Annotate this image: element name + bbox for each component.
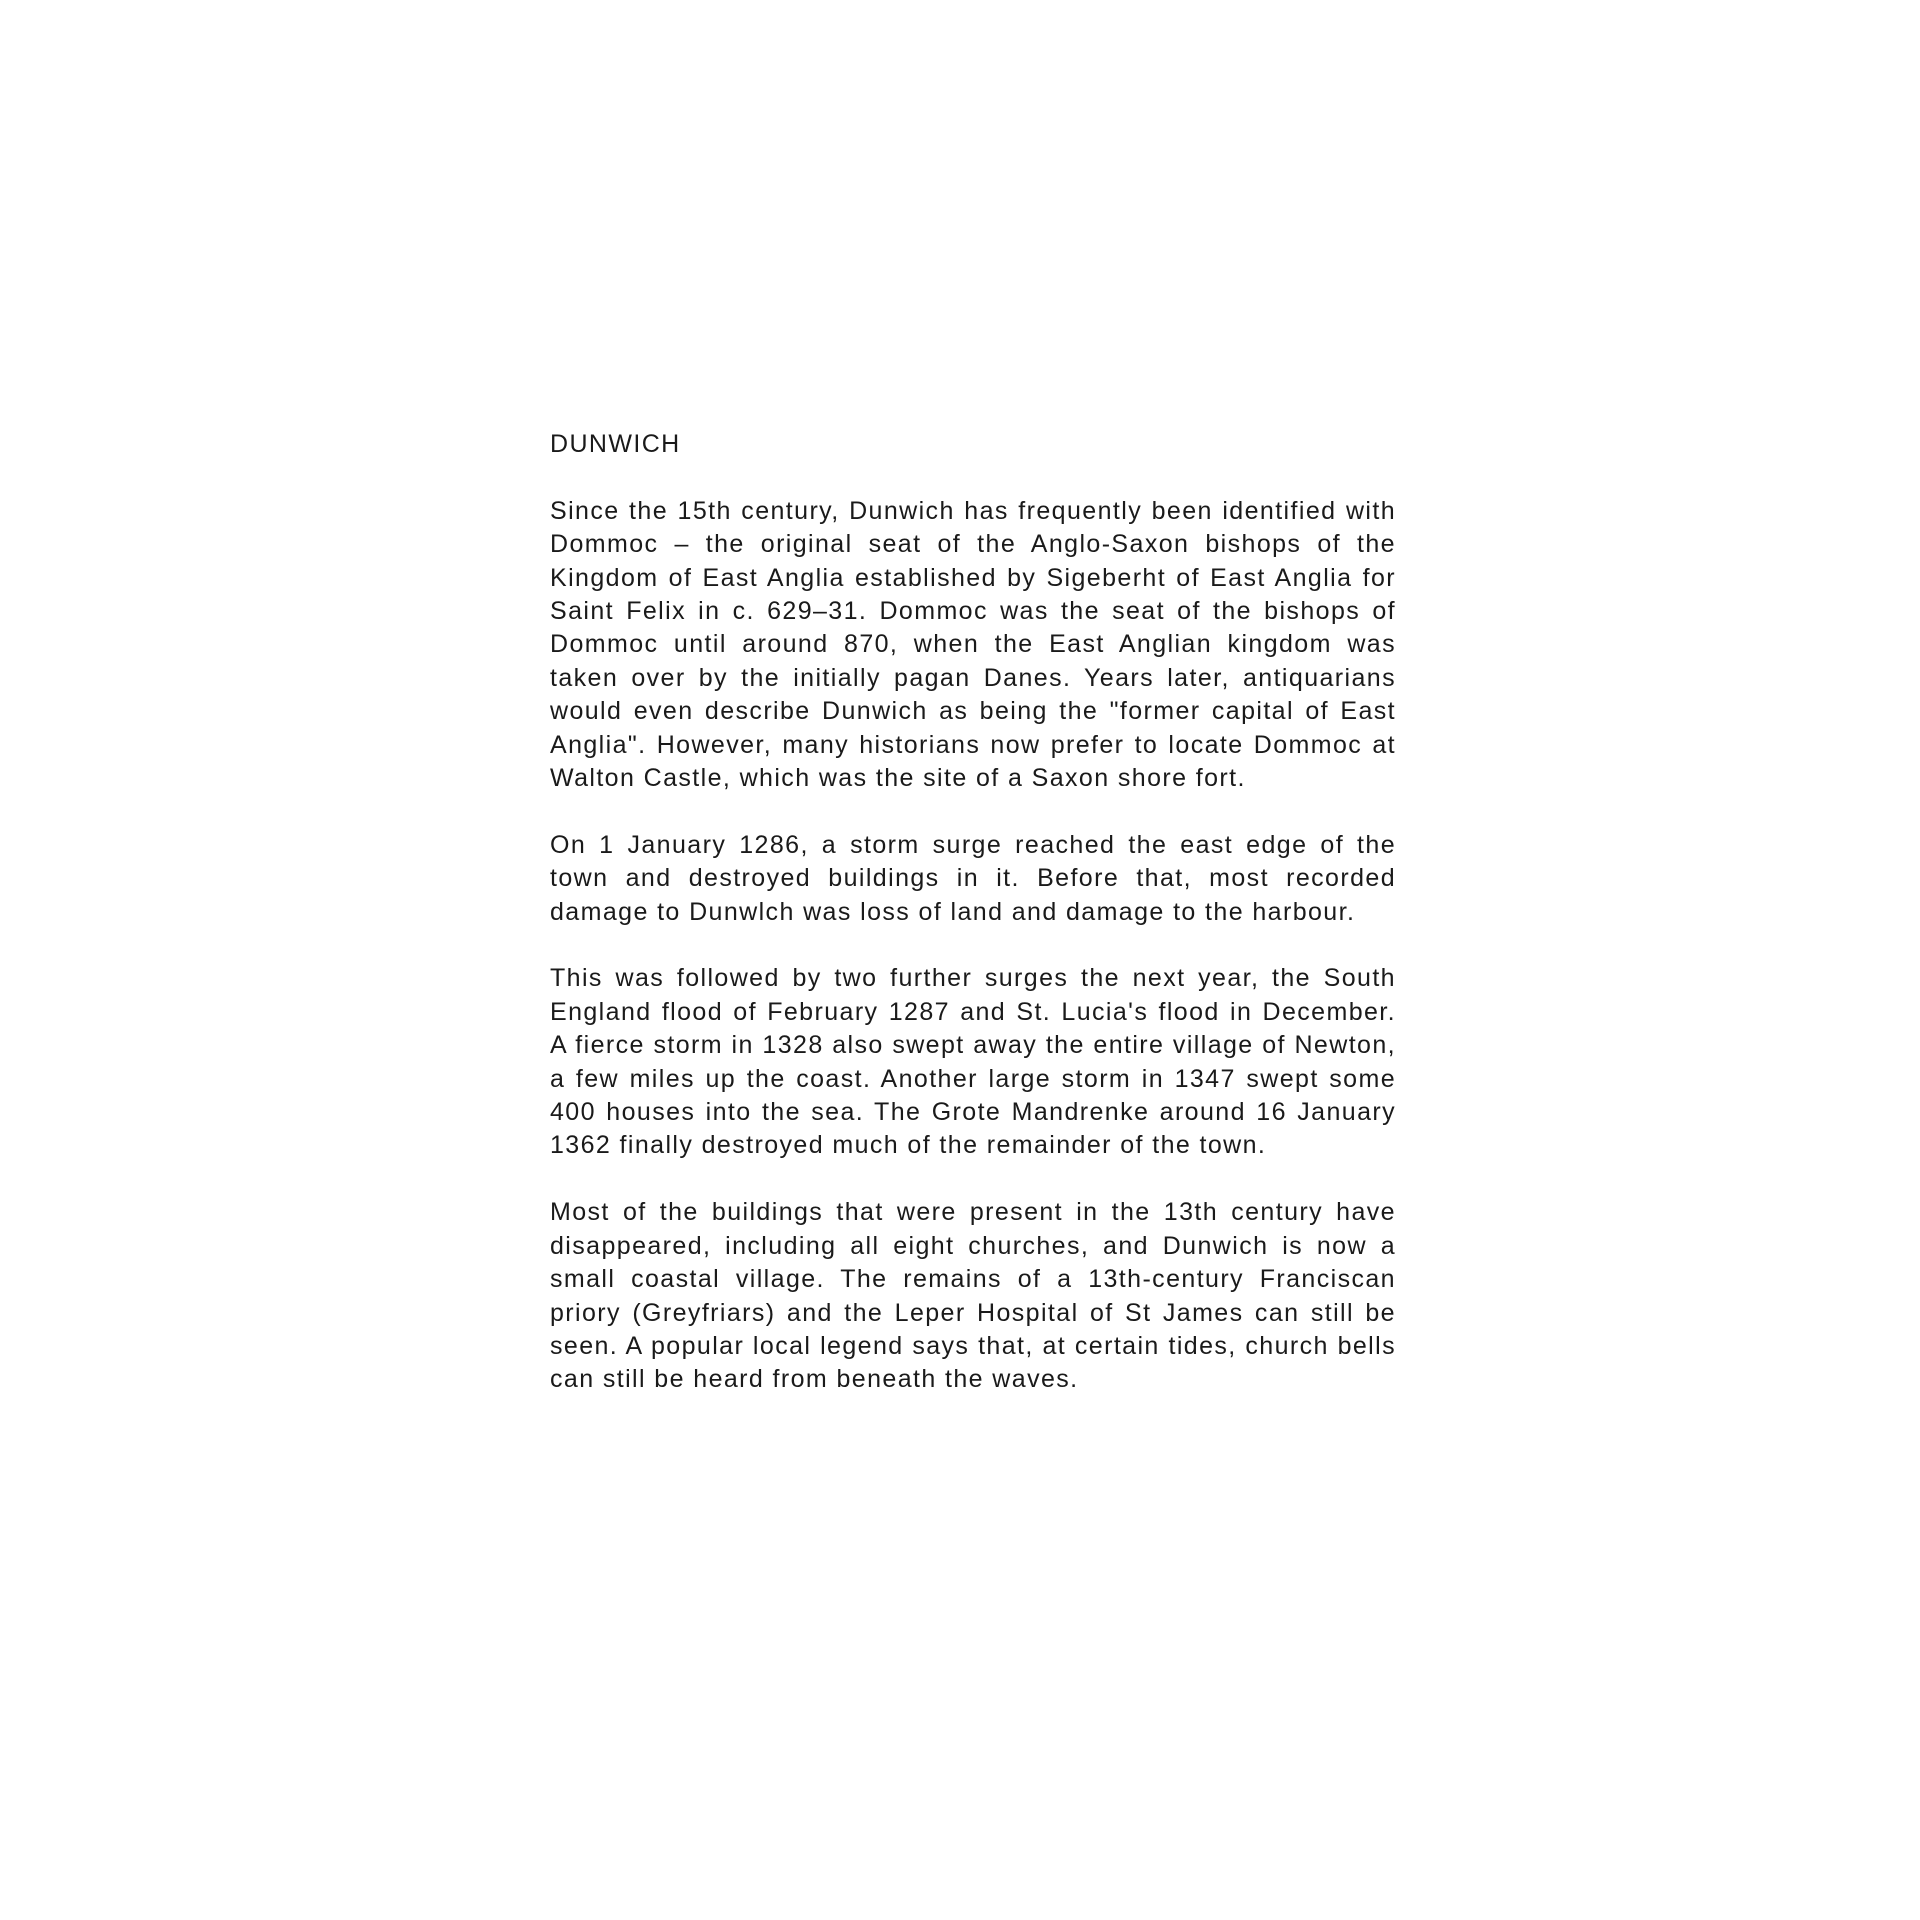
paragraph-origins: Since the 15th century, Dunwich has frequently been identified with Dommoc – the original seat of the Anglo-Saxon bishops of the Kingdom of East Anglia established by Sigeberht of East Anglia for Saint Felix in c. 629–31. Dommoc was the seat of the bishops of Dommoc until around 870, when the East Anglian kingdom was taken over by the initially pagan Danes. Years later, antiquarians would even describe Dunwich as being the "former capital of East Anglia". However, many historians now prefer to locate Dommoc at Walton Castle, which was the site of a Saxon shore fort. [550,496,1396,793]
paragraph-later-storms: This was followed by two further surges the next year, the South England flood of February 1287 and St. Lucia's flood in December. A fierce storm in 1328 also swept away the entire village of Newton, a few miles up the coast. Another large storm in 1347 swept some 400 houses into the sea. The Grote Mandrenke around 16 January 1362 finally destroyed much of the remainder of the town. [550,964,1396,1160]
article-body [550,428,1396,1430]
paragraph-present-day: Most of the buildings that were present in the 13th century have disappeared, including all eight churches, and Dunwich is now a small coastal village. The remains of a 13th-century Franciscan priory (Greyfriars) and the Leper Hospital of St James can still be seen. A popular local legend says that, at certain tides, church bells can still be heard from beneath the waves. [550,1198,1396,1394]
paragraph-storm-1286: On 1 January 1286, a storm surge reached the east edge of the town and destroyed buildings in it. Before that, most recorded damage to Dunwlch was loss of land and damage to the harbour. [550,830,1396,926]
article-title: DUNWICH [550,430,681,458]
